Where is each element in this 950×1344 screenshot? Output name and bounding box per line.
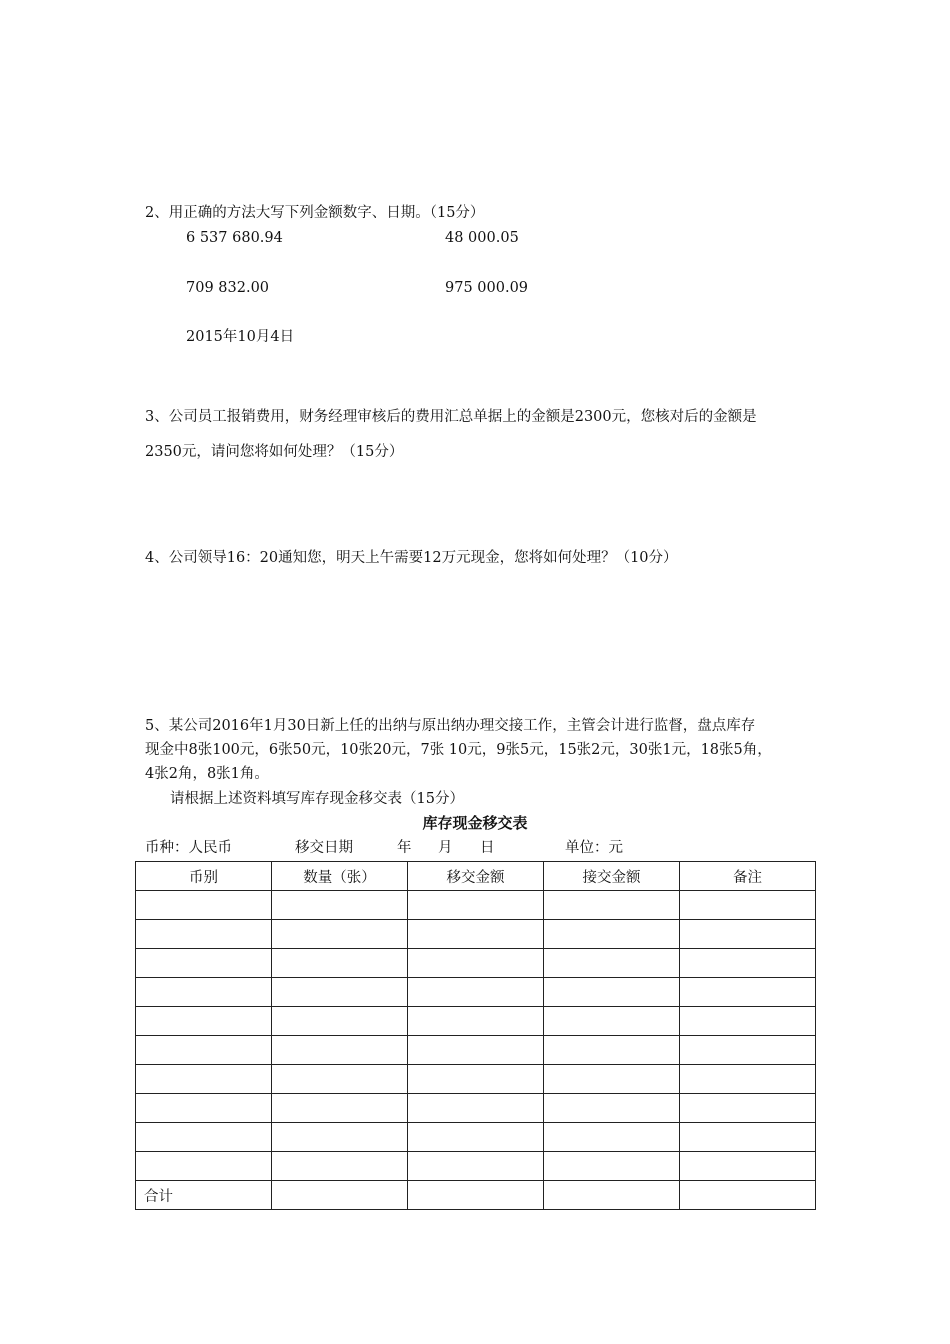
table-cell[interactable] (408, 920, 544, 949)
transfer-date-label: 移交日期 (295, 840, 353, 856)
table-header-row (136, 862, 816, 891)
currency-label: 币种：人民币 (145, 840, 232, 856)
table-cell[interactable] (680, 1007, 816, 1036)
table-cell[interactable] (680, 920, 816, 949)
table-cell[interactable] (136, 1094, 272, 1123)
amount-item: 6 537 680.94 (186, 230, 283, 246)
table-row (136, 949, 816, 978)
question-5-instruction: 请根据上述资料填写库存现金移交表（15分） (170, 791, 464, 807)
table-cell[interactable] (544, 1181, 680, 1210)
table-cell[interactable] (408, 1007, 544, 1036)
table-cell[interactable] (544, 1065, 680, 1094)
table-cell[interactable] (680, 1152, 816, 1181)
table-cell[interactable] (408, 1094, 544, 1123)
table-row (136, 1007, 816, 1036)
table-row (136, 920, 816, 949)
question-5-line-3: 4张2角，8张1角。 (145, 766, 269, 782)
column-header: 移交金额 (408, 862, 544, 891)
table-cell[interactable] (272, 1007, 408, 1036)
table-cell[interactable] (680, 1065, 816, 1094)
table-cell[interactable] (544, 1007, 680, 1036)
amount-item: 709 832.00 (186, 280, 270, 296)
table-cell[interactable] (544, 1123, 680, 1152)
unit-label: 单位：元 (565, 840, 623, 856)
table-cell[interactable] (408, 1152, 544, 1181)
table-row (136, 978, 816, 1007)
question-3-line-2: 2350元，请问您将如何处理？（15分） (145, 444, 404, 460)
table-cell[interactable] (680, 1094, 816, 1123)
table-row (136, 1152, 816, 1181)
date-item: 2015年10月4日 (186, 329, 295, 345)
table-cell[interactable] (408, 1065, 544, 1094)
table-cell[interactable] (680, 1036, 816, 1065)
table-cell[interactable] (136, 1036, 272, 1065)
question-3-line-1: 3、公司员工报销费用，财务经理审核后的费用汇总单据上的金额是2300元，您核对后的金额是 (145, 409, 757, 425)
table-cell[interactable] (408, 1036, 544, 1065)
table-cell[interactable] (272, 1181, 408, 1210)
column-header: 数量（张） (272, 862, 408, 891)
table-cell[interactable] (544, 891, 680, 920)
table-cell[interactable] (272, 1152, 408, 1181)
table-cell[interactable] (136, 978, 272, 1007)
table-cell[interactable] (272, 949, 408, 978)
table-total-row (136, 1181, 816, 1210)
table-cell[interactable] (680, 978, 816, 1007)
table-cell[interactable] (272, 978, 408, 1007)
table-cell[interactable] (408, 949, 544, 978)
table-cell[interactable] (272, 1094, 408, 1123)
table-cell[interactable] (680, 949, 816, 978)
table-cell[interactable] (136, 949, 272, 978)
table-row (136, 1065, 816, 1094)
table-row (136, 1094, 816, 1123)
day-label: 日 (480, 840, 495, 856)
table-cell[interactable] (408, 978, 544, 1007)
table-cell[interactable] (680, 891, 816, 920)
table-cell[interactable] (272, 920, 408, 949)
table-cell[interactable] (136, 1007, 272, 1036)
table-cell[interactable] (544, 920, 680, 949)
table-cell[interactable] (408, 1181, 544, 1210)
table-row (136, 1036, 816, 1065)
table-cell[interactable] (680, 1123, 816, 1152)
question-2-title: 2、用正确的方法大写下列金额数字、日期。（15分） (145, 205, 485, 221)
table-cell[interactable] (136, 1152, 272, 1181)
table-cell[interactable] (544, 1152, 680, 1181)
table-title: 库存现金移交表 (422, 814, 528, 832)
amount-item: 48 000.05 (445, 230, 519, 246)
table-cell[interactable] (680, 1181, 816, 1210)
table-cell[interactable] (272, 1123, 408, 1152)
table-cell[interactable] (544, 1036, 680, 1065)
question-4: 4、公司领导16：20通知您，明天上午需要12万元现金，您将如何处理？（10分） (145, 550, 678, 566)
column-header: 币别 (136, 862, 272, 891)
table-cell[interactable] (136, 1123, 272, 1152)
cash-transfer-table (135, 861, 816, 1210)
question-5-line-1: 5、某公司2016年1月30日新上任的出纳与原出纳办理交接工作，主管会计进行监督，盘点库存 (145, 718, 756, 734)
table-cell[interactable] (544, 949, 680, 978)
column-header: 接交金额 (544, 862, 680, 891)
table-cell[interactable] (136, 920, 272, 949)
month-label: 月 (438, 840, 453, 856)
table-cell[interactable] (272, 1036, 408, 1065)
column-header: 备注 (680, 862, 816, 891)
table-cell[interactable] (272, 1065, 408, 1094)
table-cell[interactable] (544, 978, 680, 1007)
table-row (136, 891, 816, 920)
year-label: 年 (397, 840, 412, 856)
question-5-line-2: 现金中8张100元，6张50元，10张20元，7张 10元，9张5元，15张2元，30张1元，18张5角， (145, 742, 772, 758)
total-label: 合计 (136, 1181, 272, 1210)
table-cell[interactable] (408, 891, 544, 920)
table-cell[interactable] (272, 891, 408, 920)
table-cell[interactable] (544, 1094, 680, 1123)
table-cell[interactable] (136, 1065, 272, 1094)
table-cell[interactable] (408, 1123, 544, 1152)
table-cell[interactable] (136, 891, 272, 920)
amount-item: 975 000.09 (445, 280, 529, 296)
table-row (136, 1123, 816, 1152)
